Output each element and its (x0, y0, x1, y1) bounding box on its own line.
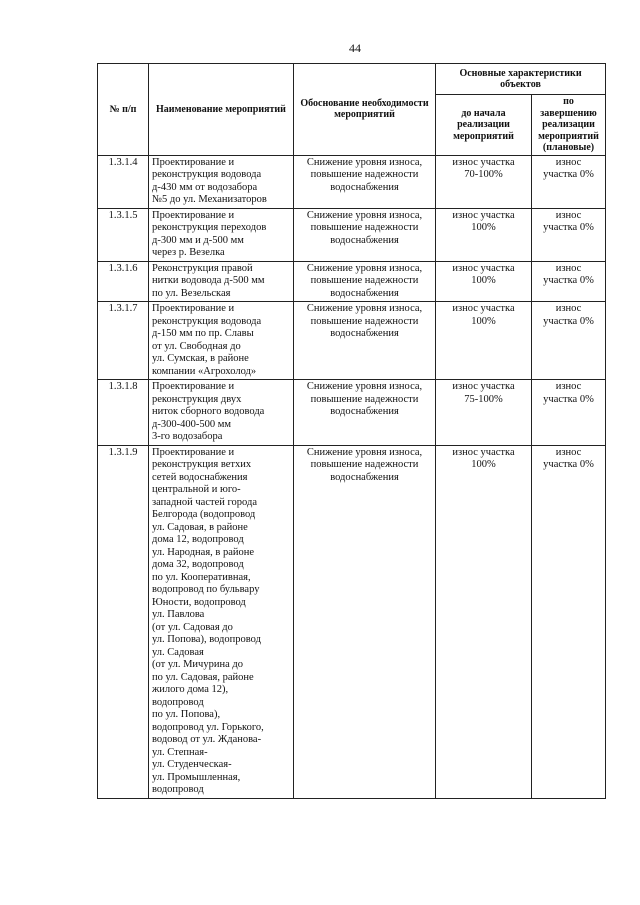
header-num: № п/п (98, 64, 149, 156)
table-row (98, 445, 606, 798)
row-reason: Снижение уровня износа, повышение надежности водоснабжения (294, 208, 436, 261)
row-reason: Снижение уровня износа, повышение надежности водоснабжения (294, 155, 436, 208)
row-num: 1.3.1.9 (98, 445, 149, 798)
header-before: до начала реализации мероприятий (436, 95, 532, 156)
row-num: 1.3.1.5 (98, 208, 149, 261)
row-name: Проектирование и реконструкция ветхих сетей водоснабжения центральной и юго- западной частей города Белгорода (водопровод ул. Садовая, в районе дома 12, водопровод ул. Народная, в районе дома 32, водопровод по ул. Кооперативная, водопровод по бульвару Юности, водопровод ул. Павлова (от ул. Садовая до ул. Попова), водопровод ул. Садовая (от ул. Мичурина до по ул. Садовая, районе жилого дома 12), водопровод по ул. Попова), водопровод ул. Горького, водовод от ул. Жданова- ул. Степная- ул. Студенческая- ул. Промышленная, водопровод (149, 445, 294, 798)
header-reason: Обоснование необходимости мероприятий (294, 64, 436, 156)
row-num: 1.3.1.7 (98, 302, 149, 380)
row-reason: Снижение уровня износа, повышение надежности водоснабжения (294, 380, 436, 446)
header-group: Основные характеристики объектов (436, 64, 606, 95)
row-reason: Снижение уровня износа, повышение надежности водоснабжения (294, 445, 436, 798)
row-after: износ участка 0% (532, 380, 606, 446)
row-name: Проектирование и реконструкция водовода д-150 мм по пр. Славы от ул. Свободная до ул. Сумская, в районе компании «Агрохолод» (149, 302, 294, 380)
row-name: Проектирование и реконструкция водовода д-430 мм от водозабора №5 до ул. Механизаторов (149, 155, 294, 208)
row-reason: Снижение уровня износа, повышение надежности водоснабжения (294, 261, 436, 302)
row-num: 1.3.1.4 (98, 155, 149, 208)
row-name: Проектирование и реконструкция двух ниток сборного водовода д-300-400-500 мм 3-го водозабора (149, 380, 294, 446)
row-num: 1.3.1.6 (98, 261, 149, 302)
table-row (98, 208, 606, 261)
row-reason: Снижение уровня износа, повышение надежности водоснабжения (294, 302, 436, 380)
row-before: износ участка 100% (436, 208, 532, 261)
row-before: износ участка 70-100% (436, 155, 532, 208)
row-num: 1.3.1.8 (98, 380, 149, 446)
row-after: износ участка 0% (532, 155, 606, 208)
row-before: износ участка 75-100% (436, 380, 532, 446)
row-after: износ участка 0% (532, 302, 606, 380)
table-row (98, 380, 606, 446)
row-after: износ участка 0% (532, 445, 606, 798)
row-name: Проектирование и реконструкция переходов д-300 мм и д-500 мм через р. Везелка (149, 208, 294, 261)
table-row (98, 155, 606, 208)
row-after: износ участка 0% (532, 261, 606, 302)
row-after: износ участка 0% (532, 208, 606, 261)
table-row (98, 261, 606, 302)
row-before: износ участка 100% (436, 261, 532, 302)
row-before: износ участка 100% (436, 445, 532, 798)
header-name: Наименование мероприятий (149, 64, 294, 156)
header-after: по завершению реализации мероприятий (плановые) (532, 95, 606, 156)
page-number: 44 (349, 41, 361, 55)
row-before: износ участка 100% (436, 302, 532, 380)
row-name: Реконструкция правой нитки водовода д-500 мм по ул. Везельская (149, 261, 294, 302)
measures-table (97, 63, 606, 799)
table-row (98, 302, 606, 380)
